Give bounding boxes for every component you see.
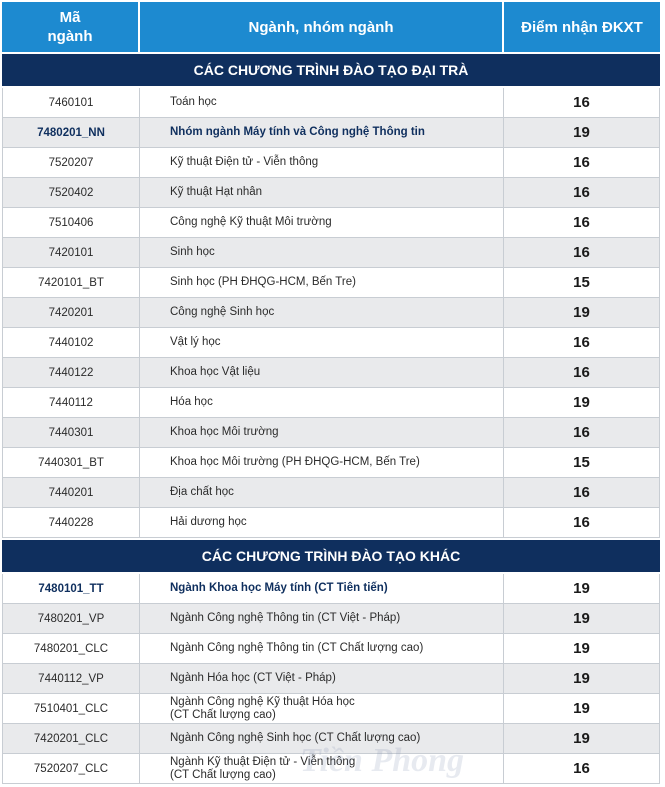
major-code: 7480101_TT: [2, 574, 140, 603]
major-name: Kỹ thuật Hạt nhân: [140, 178, 504, 207]
min-score: 19: [504, 694, 660, 723]
major-code: 7480201_VP: [2, 604, 140, 633]
major-code: 7510406: [2, 208, 140, 237]
table-header: [2, 2, 660, 52]
table-row: [2, 508, 660, 538]
min-score: 19: [504, 724, 660, 753]
table-row: [2, 664, 660, 694]
major-code: 7440112_VP: [2, 664, 140, 693]
major-name: Hóa học: [140, 388, 504, 417]
major-name: Sinh học (PH ĐHQG-HCM, Bến Tre): [140, 268, 504, 297]
major-code: 7440301: [2, 418, 140, 447]
major-name: Nhóm ngành Máy tính và Công nghệ Thông tin: [140, 118, 504, 147]
major-name: Công nghệ Sinh học: [140, 298, 504, 327]
min-score: 19: [504, 574, 660, 603]
watermark: Tiền Phong: [300, 742, 465, 779]
major-name: Khoa học Môi trường (PH ĐHQG-HCM, Bến Tre): [140, 448, 504, 477]
admission-score-table: [2, 2, 660, 784]
major-code: 7420201: [2, 298, 140, 327]
header-code: Mã ngành: [2, 2, 140, 52]
major-name: Ngành Công nghệ Sinh học (CT Chất lượng cao): [140, 724, 504, 753]
min-score: 16: [504, 754, 660, 783]
major-name: Hải dương học: [140, 508, 504, 537]
major-code: 7520207: [2, 148, 140, 177]
min-score: 16: [504, 328, 660, 357]
table-row: [2, 358, 660, 388]
major-code: 7420101_BT: [2, 268, 140, 297]
major-code: 7420101: [2, 238, 140, 267]
major-code: 7440301_BT: [2, 448, 140, 477]
major-name: Ngành Công nghệ Kỹ thuật Hóa học (CT Chất lượng cao): [140, 694, 504, 723]
major-code: 7510401_CLC: [2, 694, 140, 723]
major-code: 7420201_CLC: [2, 724, 140, 753]
major-code: 7440112: [2, 388, 140, 417]
min-score: 16: [504, 478, 660, 507]
major-name: Công nghệ Kỹ thuật Môi trường: [140, 208, 504, 237]
section-title: CÁC CHƯƠNG TRÌNH ĐÀO TẠO KHÁC: [2, 538, 660, 574]
table-row: [2, 448, 660, 478]
min-score: 19: [504, 664, 660, 693]
min-score: 19: [504, 298, 660, 327]
table-row: [2, 478, 660, 508]
table-row: [2, 328, 660, 358]
major-name: Ngành Kỹ thuật Điện tử - Viễn thông (CT Chất lượng cao): [140, 754, 504, 783]
major-name: Toán học: [140, 88, 504, 117]
table-row: [2, 574, 660, 604]
section-title: CÁC CHƯƠNG TRÌNH ĐÀO TẠO ĐẠI TRÀ: [2, 52, 660, 88]
major-name: Ngành Công nghệ Thông tin (CT Việt - Pháp): [140, 604, 504, 633]
major-name: Khoa học Vật liệu: [140, 358, 504, 387]
major-code: 7520402: [2, 178, 140, 207]
major-code: 7460101: [2, 88, 140, 117]
major-name: Sinh học: [140, 238, 504, 267]
table-row: [2, 388, 660, 418]
min-score: 16: [504, 418, 660, 447]
major-name: Địa chất học: [140, 478, 504, 507]
table-row: [2, 238, 660, 268]
header-name: Ngành, nhóm ngành: [140, 2, 504, 52]
major-code: 7480201_NN: [2, 118, 140, 147]
major-code: 7480201_CLC: [2, 634, 140, 663]
major-name: Khoa học Môi trường: [140, 418, 504, 447]
major-code: 7440122: [2, 358, 140, 387]
major-name: Ngành Công nghệ Thông tin (CT Chất lượng cao): [140, 634, 504, 663]
table-row: [2, 178, 660, 208]
min-score: 16: [504, 178, 660, 207]
min-score: 16: [504, 88, 660, 117]
major-code: 7520207_CLC: [2, 754, 140, 783]
major-name: Vật lý học: [140, 328, 504, 357]
table-row: [2, 634, 660, 664]
table-row: [2, 694, 660, 724]
table-row: [2, 118, 660, 148]
min-score: 19: [504, 118, 660, 147]
min-score: 15: [504, 448, 660, 477]
table-row: [2, 268, 660, 298]
major-name: Kỹ thuật Điện tử - Viễn thông: [140, 148, 504, 177]
min-score: 19: [504, 634, 660, 663]
table-row: [2, 418, 660, 448]
min-score: 16: [504, 208, 660, 237]
min-score: 15: [504, 268, 660, 297]
table-row: [2, 88, 660, 118]
min-score: 16: [504, 508, 660, 537]
min-score: 16: [504, 358, 660, 387]
table-row: [2, 148, 660, 178]
major-name: Ngành Khoa học Máy tính (CT Tiên tiến): [140, 574, 504, 603]
major-code: 7440102: [2, 328, 140, 357]
min-score: 16: [504, 148, 660, 177]
table-row: [2, 208, 660, 238]
min-score: 16: [504, 238, 660, 267]
table-row: [2, 298, 660, 328]
table-body: [2, 52, 660, 784]
min-score: 19: [504, 604, 660, 633]
header-score: Điểm nhận ĐKXT: [521, 18, 643, 36]
major-code: 7440201: [2, 478, 140, 507]
min-score: 19: [504, 388, 660, 417]
major-code: 7440228: [2, 508, 140, 537]
table-row: [2, 604, 660, 634]
major-name: Ngành Hóa học (CT Việt - Pháp): [140, 664, 504, 693]
